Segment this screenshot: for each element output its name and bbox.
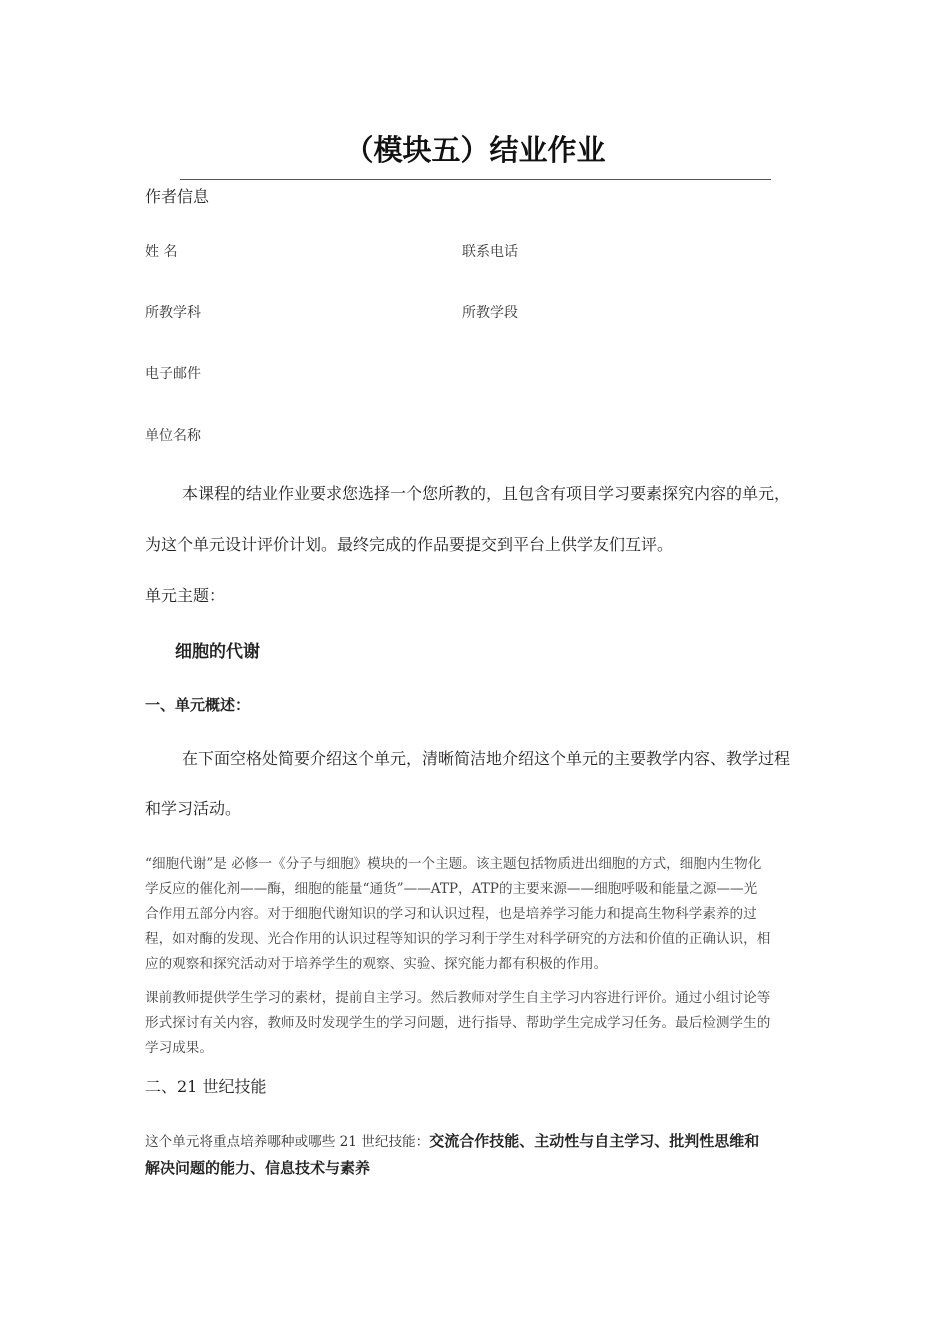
skills-answer: 交流合作技能、主动性与自主学习、批判性思维和 — [429, 1132, 760, 1150]
intro-line-1: 本课程的结业作业要求您选择一个您所教的，且包含有项目学习要素探究内容的单元， — [182, 484, 791, 503]
section1-instruction-line-2: 和学习活动。 — [145, 799, 242, 818]
overview-paragraph-1-line: 合作用五部分内容。对于细胞代谢知识的学习和认识过程，也是培养学习能力和提高生物科学素养的过 — [145, 906, 757, 922]
section1-heading: 一、单元概述： — [145, 696, 251, 714]
unit-theme-value: 细胞的代谢 — [175, 642, 260, 662]
overview-paragraph-2-line: 课前教师提供学生学习的素材，提前自主学习。然后教师对学生自主学习内容进行评价。通过小组讨论等 — [145, 990, 771, 1006]
name-label: 姓 名 — [145, 244, 178, 260]
subject-label: 所教学科 — [145, 305, 201, 321]
intro-line-2: 为这个单元设计评价计划。最终完成的作品要提交到平台上供学友们互评。 — [145, 535, 674, 554]
stage-label: 所教学段 — [462, 305, 518, 321]
document-title: （模块五）结业作业 — [344, 133, 606, 167]
unit-theme-label: 单元主题： — [145, 586, 226, 605]
overview-paragraph-1-line: 应的观察和探究活动对于培养学生的观察、实验、探究能力都有积极的作用。 — [145, 956, 608, 972]
section2-heading: 二、21 世纪技能 — [145, 1077, 267, 1096]
email-label: 电子邮件 — [145, 366, 201, 382]
overview-paragraph-1-line: 程，如对酶的发现、光合作用的认识过程等知识的学习利于学生对科学研究的方法和价值的正确认识，相 — [145, 931, 771, 947]
skills-question: 这个单元将重点培养哪种或哪些 21 世纪技能： — [145, 1134, 430, 1150]
org-label: 单位名称 — [145, 428, 201, 444]
skills-answer-continued: 解决问题的能力、信息技术与素养 — [145, 1159, 371, 1177]
overview-paragraph-2-line: 学习成果。 — [145, 1040, 213, 1056]
skills-line-1 — [145, 1130, 759, 1151]
section1-instruction-line-1: 在下面空格处简要介绍这个单元，清晰简洁地介绍这个单元的主要教学内容、教学过程 — [182, 749, 791, 768]
overview-paragraph-1-line: 学反应的催化剂——酶，细胞的能量“通货”——ATP，ATP的主要来源——细胞呼吸和能量之源——光 — [145, 881, 758, 897]
phone-label: 联系电话 — [462, 244, 518, 260]
title-underline — [180, 179, 771, 180]
overview-paragraph-2-line: 形式探讨有关内容，教师及时发现学生的学习问题，进行指导、帮助学生完成学习任务。最后检测学生的 — [145, 1015, 771, 1031]
overview-paragraph-1-line: “细胞代谢”是 必修一《分子与细胞》模块的一个主题。该主题包括物质进出细胞的方式，细胞内生物化 — [145, 856, 762, 872]
author-info-heading: 作者信息 — [145, 187, 210, 206]
